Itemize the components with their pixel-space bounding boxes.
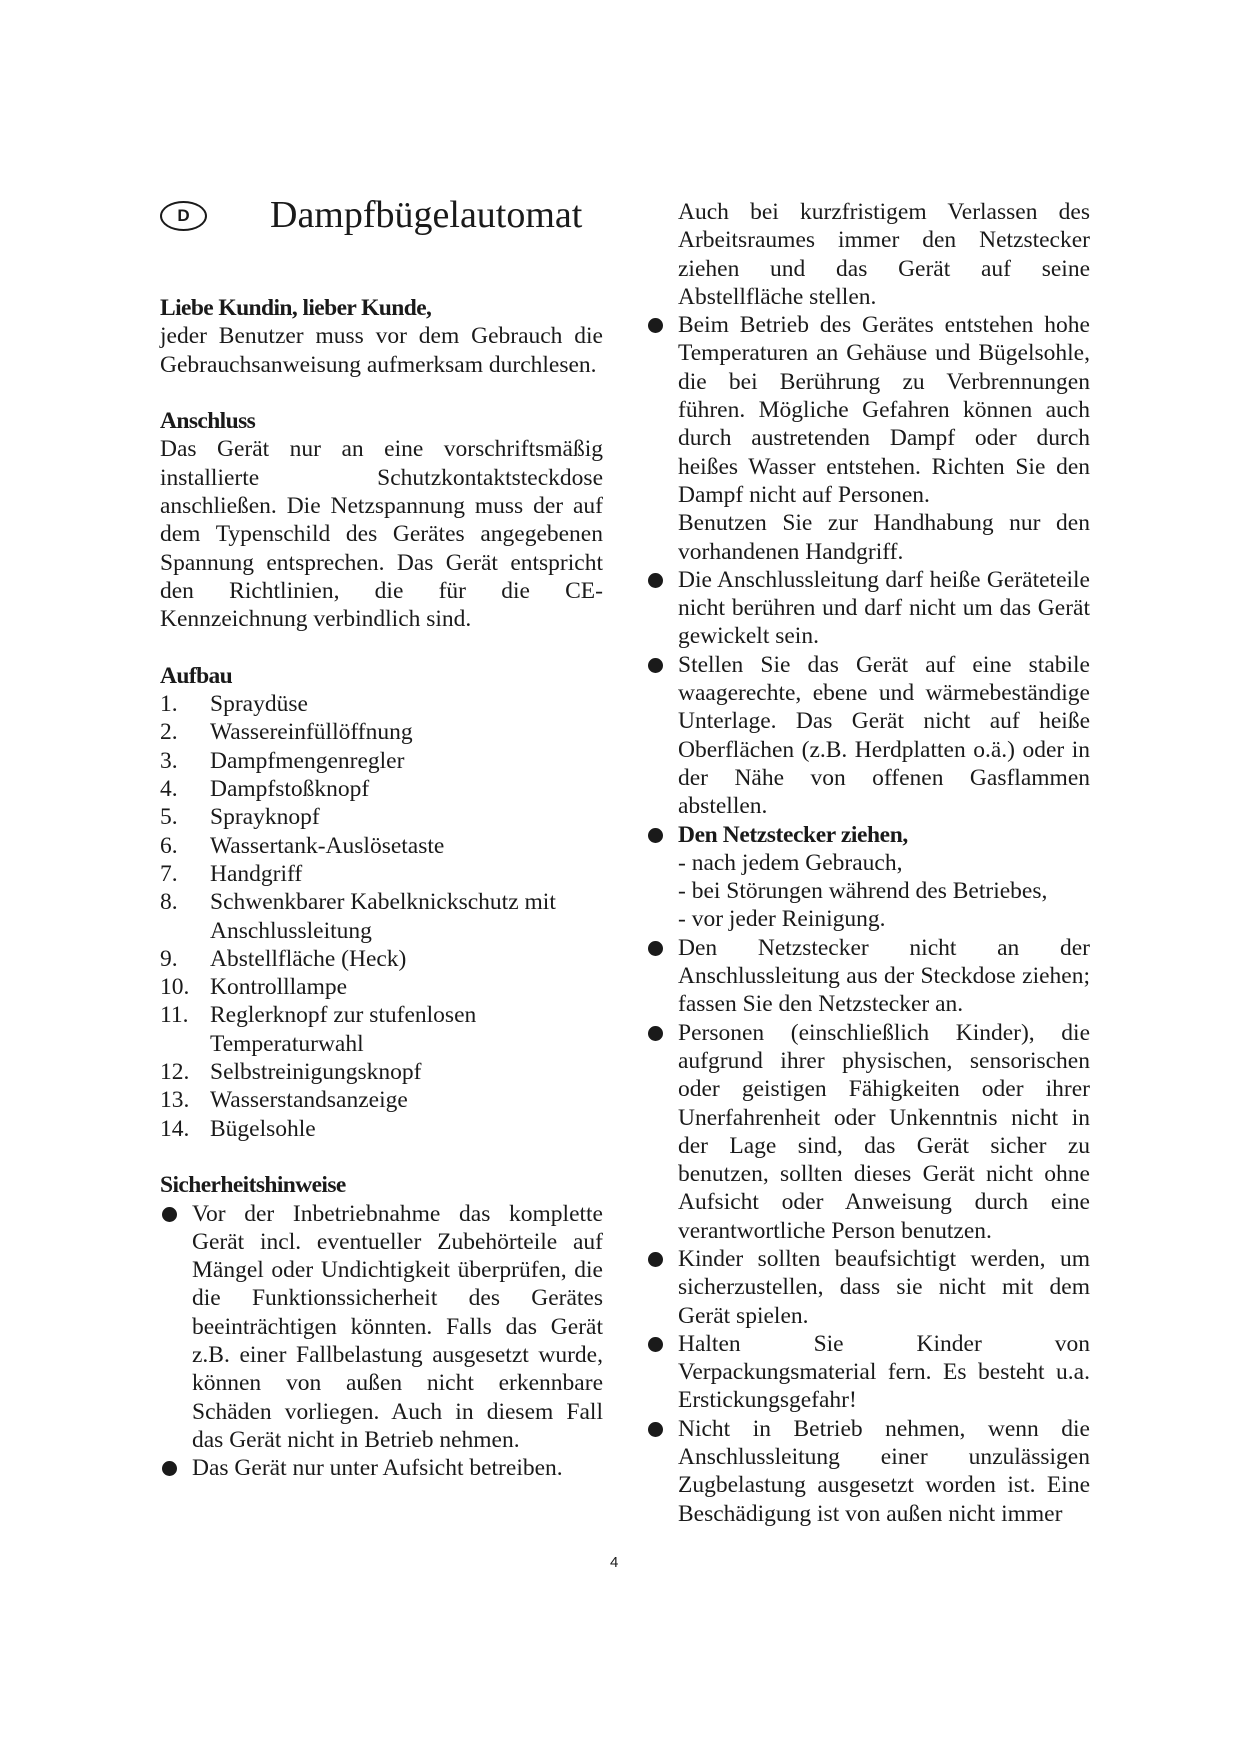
list-item: 7. Handgriff	[160, 860, 303, 887]
language-badge: D	[160, 201, 207, 231]
list-item: 3. Dampfmengenregler	[160, 747, 405, 774]
list-item: 2. Wassereinfüllöffnung	[160, 719, 413, 746]
list-item: 1. Spraydüse	[160, 691, 308, 718]
left-column	[160, 190, 603, 1482]
list-item: Nicht in Betrieb nehmen, wenn die Anschlussleitung einer unzulässigen Zugbelastung ausgesetzt worden ist. Eine Beschädigung ist von außen nicht immer	[646, 1415, 1090, 1528]
list-item: 14. Bügelsohle	[160, 1115, 316, 1142]
list-item: Kinder sollten beaufsichtigt werden, um sicherzustellen, dass sie nicht mit dem Gerät spielen.	[646, 1245, 1090, 1330]
list-item: 6. Wassertank-Auslösetaste	[160, 832, 445, 859]
intro-heading: Liebe Kundin, lieber Kunde,	[160, 295, 432, 321]
page-header	[160, 190, 603, 294]
list-item	[646, 311, 1090, 566]
safety-list-right	[646, 311, 1090, 1528]
list-item: 9. Abstellfläche (Heck)	[160, 945, 407, 972]
anschluss-text: Das Gerät nur an eine vorschriftsmäßig installierte Schutzkontaktsteckdose anschließen. Die Netzspannung muss der auf dem Typenschild des Gerätes angegebenen Spannung entsprechen. Das Gerät entspricht den Richtlinien, die für die CE-Kennzeichnung verbindlich sind.	[160, 436, 603, 633]
list-item: Personen (einschließlich Kinder), die aufgrund ihrer physischen, sensorischen oder geistigen Fähigkeiten oder ihrer Unerfahrenheit oder Unkenntnis nicht in der Lage sind, das Gerät sicher zu benutzen, sollten dieses Gerät nicht ohne Aufsicht oder Anweisung durch eine verantwortliche Person benutzen.	[646, 1019, 1090, 1245]
intro-text: jeder Benutzer muss vor dem Gebrauch die Gebrauchsanweisung aufmerksam durchlesen.	[160, 323, 603, 378]
list-item: Stellen Sie das Gerät auf eine stabile waagerechte, ebene und wärmebeständige Unterlage. Das Gerät nicht auf heiße Oberflächen (z.B. Herdplatten o.ä.) oder in der Nähe von offenen Gasflammen abstellen.	[646, 651, 1090, 821]
safety-list-left	[160, 1200, 603, 1483]
list-item: 8. Schwenkbarer Kabelknickschutz mit Anschlussleitung	[160, 889, 556, 944]
list-item: 4. Dampfstoßknopf	[160, 776, 370, 803]
list-item: Den Netzstecker nicht an der Anschlussleitung aus der Steckdose ziehen; fassen Sie den Netzstecker an.	[646, 934, 1090, 1019]
list-subitem: - nach jedem Gebrauch,	[678, 849, 903, 876]
page-title: Dampfbügelautomat	[270, 194, 583, 236]
list-item: Halten Sie Kinder von Verpackungsmaterial fern. Es besteht u.a. Erstickungsgefahr!	[646, 1330, 1090, 1415]
item-text: Beim Betrieb des Gerätes entstehen hohe Temperaturen an Gehäuse und Bügelsohle, die bei Berührung zu Verbrennungen führen. Mögliche Gefahren können auch durch austretenden Dampf oder durch heißes Wasser entstehen. Richten Sie den Dampf nicht auf Personen.	[678, 312, 1090, 508]
page-number: 4	[610, 1554, 619, 1571]
list-item: 13. Wasserstandsanzeige	[160, 1087, 408, 1114]
list-item: Die Anschlussleitung darf heiße Geräteteile nicht berühren und darf nicht um das Gerät gewickelt sein.	[646, 566, 1090, 651]
list-item: 11. Reglerknopf zur stufenlosen Temperaturwahl	[160, 1002, 477, 1057]
list-subitem: - vor jeder Reinigung.	[678, 906, 886, 933]
list-subitem: - bei Störungen während des Betriebes,	[678, 878, 1048, 905]
item-text-extra: Benutzen Sie zur Handhabung nur den vorhandenen Handgriff.	[678, 510, 1090, 565]
list-item: Vor der Inbetriebnahme das komplette Gerät incl. eventueller Zubehörteile auf Mängel oder Undichtigkeit überprüfen, die die Funktionssicherheit des Gerätes beeinträchtigen könnten. Falls das Gerät z.B. einer Fallbelastung ausgesetzt wurde, können von außen nicht erkennbare Schäden vorliegen. Auch in diesem Fall das Gerät nicht in Betrieb nehmen.	[160, 1200, 603, 1455]
list-item: 12. Selbstreinigungsknopf	[160, 1059, 422, 1086]
list-item: Das Gerät nur unter Aufsicht betreiben.	[160, 1454, 603, 1482]
anschluss-heading: Anschluss	[160, 408, 256, 435]
parts-list	[160, 690, 603, 1143]
aufbau-heading: Aufbau	[160, 662, 233, 689]
right-column	[646, 198, 1090, 1528]
sicherheit-heading: Sicherheitshinweise	[160, 1172, 346, 1199]
safety-continuation: Auch bei kurzfristigem Verlassen des Arbeitsraumes immer den Netzstecker ziehen und das Gerät auf seine Abstellfläche stellen.	[678, 199, 1090, 310]
list-item: Den Netzstecker ziehen,	[646, 821, 1090, 849]
list-item: 10. Kontrolllampe	[160, 974, 348, 1001]
list-item: 5. Sprayknopf	[160, 804, 320, 831]
